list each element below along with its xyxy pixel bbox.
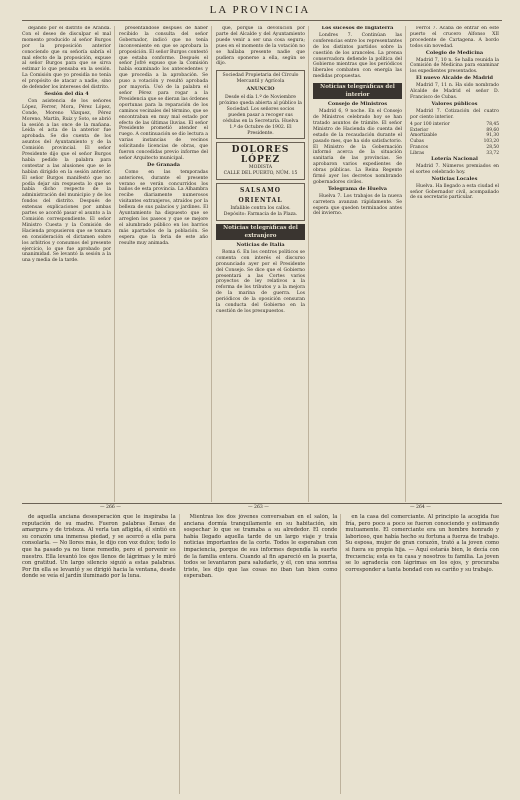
ad-modista-name: DOLORES LÓPEZ (231, 145, 290, 166)
quote-label: Amortizable (410, 133, 437, 139)
column-3-body: Roma 6. En los centros políticos se comenta con interés el discurso pronunciado ayer por el Presidente del Consejo. Se dice que el Gobierno presentará a las Cortes varios proyectos de ley relativos a la reforma de los tributos y a la mejora de la marina de guerra. Los periódicos de la oposición censuran la conducta del Gobierno en la cuestión de los presupuestos. (216, 249, 305, 314)
banner-domestic-news: Noticias telegráficas del interior (313, 83, 402, 99)
serial-column-1 (22, 514, 180, 794)
serial-column-1-text: de aquella anciana desesperación que le inspiraba la reputación de su madre. Fueron palabras llenas de amargura y de tristeza. Al verla tan afligida, él sintió en su corazón una inmensa piedad, y se acercó a ella para consolarla. — No llores más, le dijo con voz dulce; todo lo que ha pasado ya no tiene remedio, pero el porvenir es nuestro. Ella levantó los ojos llenos de lágrimas y le miró con gratitud. Un largo silencio siguió a estas palabras. Por fin ella se levantó y se dirigió hacia la ventana, desde donde se veía el jardín iluminado por la luna. (22, 514, 176, 580)
masthead: LA PROVINCIA (209, 4, 311, 16)
quote-value: 33,72 (486, 151, 499, 157)
serial-column-3-text: en la casa del comerciante. Al principio la acogida fue fría, pero poco a poco se fueron conociendo y estimando mutuamente. El comerciante era un hombre honrado y laborioso, que había hecho su fortuna a fuerza de trabajo. Su esposa, mujer de gran corazón, trató a la joven como si fuera su propia hija. — Aquí estarás bien, le decía con frecuencia; esta es tu casa y nosotros tu familia. La joven se lo agradecía con lágrimas en los ojos, y procuraba corresponder a tanta bondad con su cariño y su trabajo. (345, 514, 500, 573)
column-2-body: presentándose después de haber recibido la consulta del señor Gobernador, indicó que no tenía inconveniente en que se aprobara la proposición. El señor Burgos contestó que estaba conforme. Después el señor Jofré expuso que la Comisión había examinado los antecedentes y que procedía a la aprobación. Se puso a votación y resultó aprobada por mayoría. Usó de la palabra el señor Pérez para rogar a la Presidencia que se dieran las órdenes oportunas para la reparación de los caminos vecinales del término, que se encontraban en muy mal estado por efecto de las últimas lluvias. El señor Presidente prometió atender el ruego. A continuación se dio lectura a varias instancias de vecinos solicitando licencias de obras, que fueron concedidas previo informe del señor Arquitecto municipal. (119, 26, 208, 161)
quote-value: 103,20 (483, 139, 499, 145)
column-5-heading-1: Colegio de Medicina (425, 49, 484, 56)
column-1-text: dejando por el distrito de Aranda. Con el deseo de disculpar el mal momento producido al señor Burgos por la proposición anterior conociendo que su señoría sabría el mal efecto de la proposición, expuse al señor Burgos para que se sirva estimar lo que pensaba en la sesión. La Comisión que yo presidía no tenía el propósito de atacar a nadie, sino de defender los intereses del distrito. (22, 26, 111, 91)
serial-column-3 (345, 514, 502, 794)
column-5-heading-4: Lotería Nacional (431, 156, 478, 163)
ad-balsamo-name: SALSAMO ORIENTAL (238, 187, 283, 205)
column-4-heading: Los sucesos de Inglaterra (321, 26, 394, 31)
serial-column-2 (184, 514, 342, 794)
masthead-rule (22, 20, 502, 21)
ad-balsamo-body: Infalible contra los callos. Depósito: Farmacia de la Plaza. (223, 206, 298, 218)
column-1-body: Con asistencia de los señores López, Ferrer, Mora, Pérez López, Conde, Moreno Vázquez, Pérez Moreno, Martín, Ruiz y Soto, se abrió la sesión a las once de la mañana. Leída el acta de la anterior fue aprobada. Se dio cuenta de los asuntos del Ayuntamiento y de la Comisión provincial. El señor Presidente dijo que el señor Burgos había pedido la palabra para contestar a las alusiones que se le habían dirigido en la sesión anterior. El señor Burgos manifestó que no podía dejar sin respuesta lo que se había dicho respecto de la administración del municipio y de los fondos del distrito. Después de extensas explicaciones por ambas partes se acordó pasar el asunto a la Comisión correspondiente. El señor Ministro Cuesta y la Comisión de Hacienda propusieron que se tomara en consideración el dictamen sobre los arbitrios y consumos del presente ejercicio, lo que fue aprobado por unanimidad. Se levantó la sesión a la una y media de la tarde. (22, 98, 111, 264)
column-5-body-2: Madrid 7, 11 n. Ha sido nombrado Alcalde de Madrid el señor D. Francisco de Cubas. (410, 83, 499, 100)
column-2 (119, 26, 212, 502)
column-4-body-3: Huelva 7. Los trabajos de la nueva carretera avanzan rápidamente. Se espera que queden terminados antes del invierno. (313, 193, 402, 217)
quote-label: Exterior (410, 127, 429, 133)
column-5-text: Ferrol 7. Acaba de entrar en este puerto el crucero Alfonso XII procedente de Cartagena. A bordo todos sin novedad. (410, 26, 499, 49)
upper-columns (22, 26, 502, 502)
column-5-body-5: Huelva. Ha llegado a esta ciudad el señor Gobernador civil, acompañado de su secretario particular. (410, 183, 499, 201)
serial-divider (22, 503, 502, 504)
page-number-2: — 263 — (248, 505, 269, 510)
quote-label: 4 por 100 interior (410, 121, 450, 127)
column-4-body-2: Madrid 6, 9 noche. En el Consejo de Ministros celebrado hoy se han tratado asuntos de trámite. El señor Ministro de Hacienda dio cuenta del estado de la recaudación durante el pasado mes, que ha sido satisfactorio. El Ministro de la Gobernación informó acerca de la situación sanitaria de las provincias. Se aprobaron varios expedientes de obras públicas. La Reina Regente firmó ayer los decretos nombrando gobernadores civiles. (313, 109, 402, 185)
column-4-heading-2: Consejo de Ministros (327, 101, 388, 108)
serial-columns (22, 514, 502, 794)
column-5-body-4: Madrid 7. Números premiados en el sorteo celebrado hoy. (410, 163, 499, 175)
ad-modista-sub: MODISTA (248, 165, 273, 171)
quote-label: Libras (410, 151, 425, 157)
column-5-heading-5: Noticias Locales (431, 175, 478, 182)
column-1-heading: Sesión del día 4 (44, 90, 89, 97)
ad-modista-address: CALLE DEL PUERTO, NÚM. 15 (223, 171, 298, 177)
quote-value: 28,50 (486, 145, 499, 151)
column-4-heading-3: Telegrama de Huelva (327, 185, 388, 192)
advertisement-modista (216, 142, 305, 180)
quote-value: 78,45 (486, 121, 499, 127)
column-1 (22, 26, 115, 502)
quote-value: 91,30 (486, 133, 499, 139)
column-2-body-2: Como en las temporadas anteriores, durante el presente verano se verán concurridos los baños de esta provincia. La Alhambra recibe diariamente numerosos visitantes extranjeros, atraídos por la belleza de sus palacios y jardines. El Ayuntamiento ha dispuesto que se arreglen los paseos y que se mejore el alumbrado público en los barrios más apartados de la población. Se espera que la feria de este año resulte muy animada. (119, 169, 208, 246)
advertisement-society (216, 70, 305, 139)
column-4 (313, 26, 406, 502)
quotes-table (410, 122, 499, 157)
column-3 (216, 26, 309, 502)
column-3-text: que, porque la devolución por parte del Alcalde y del Ayuntamiento puede venir a ser una cosa segura; pues en el momento de la votación no se hallaba presente nadie que pudiera oponerse a ella, según se dijo. (216, 26, 305, 67)
column-5-body-1: Madrid 7, 10 n. Se halla reunida la Comisión de Medicina para examinar los expedientes presentados. (410, 57, 499, 75)
page-number-1: — 266 — (100, 505, 121, 510)
column-5 (410, 26, 502, 502)
quote-value: 89,60 (486, 127, 499, 133)
ad-society-body: Desde el día 1.º de Noviembre próximo queda abierta al público la Sociedad. Los señores socios pueden pasar a recoger sus cédulas en la Secretaría. Huelva 1.º de Octubre de 1902. El Presidente. (219, 95, 302, 136)
serial-column-2-text: Mientras los dos jóvenes conversaban en el salón, la anciana dormía tranquilamente en su habitación, sin sospechar lo que se tramaba a su alrededor. El conde había llegado aquella tarde de un largo viaje y traía noticias importantes de la corte. Todos le esperaban con impaciencia, porque de sus informes dependía la suerte de la familia entera. Cuando al fin apareció en la puerta, todos se levantaron para saludarle, y él, con una sonrisa triste, les dijo que las cosas no iban tan bien como esperaban. (183, 514, 338, 580)
quote-label: Francos (410, 145, 428, 151)
quote-label: Cubas (410, 139, 424, 145)
column-5-heading-3: Valores públicos (431, 100, 478, 107)
ad-society-heading: ANUNCIO (246, 86, 275, 93)
ad-society-label: Sociedad Propietaria del Círculo Mercantil y Agrícola (222, 73, 299, 85)
column-5-body-3: Madrid 7. Cotización del cuatro por ciento interior. (410, 108, 499, 120)
advertisement-balsamo (216, 183, 305, 221)
column-3-heading: Noticias de Italia (236, 242, 285, 249)
column-5-heading-2: El nuevo Alcalde de Madrid (416, 75, 493, 82)
page-number-3: — 264 — (410, 505, 431, 510)
column-4-body: Londres 7. Continúan las conferencias entre los representantes de los distintos partidos sobre la cuestión de los aranceles. La prensa conservadora defiende la política del Gobierno mientras que los periódicos liberales combaten con energía las medidas propuestas. (313, 32, 402, 80)
column-2-heading: De Granada (146, 161, 180, 168)
banner-foreign-news: Noticias telegráficas del extranjero (216, 224, 305, 240)
